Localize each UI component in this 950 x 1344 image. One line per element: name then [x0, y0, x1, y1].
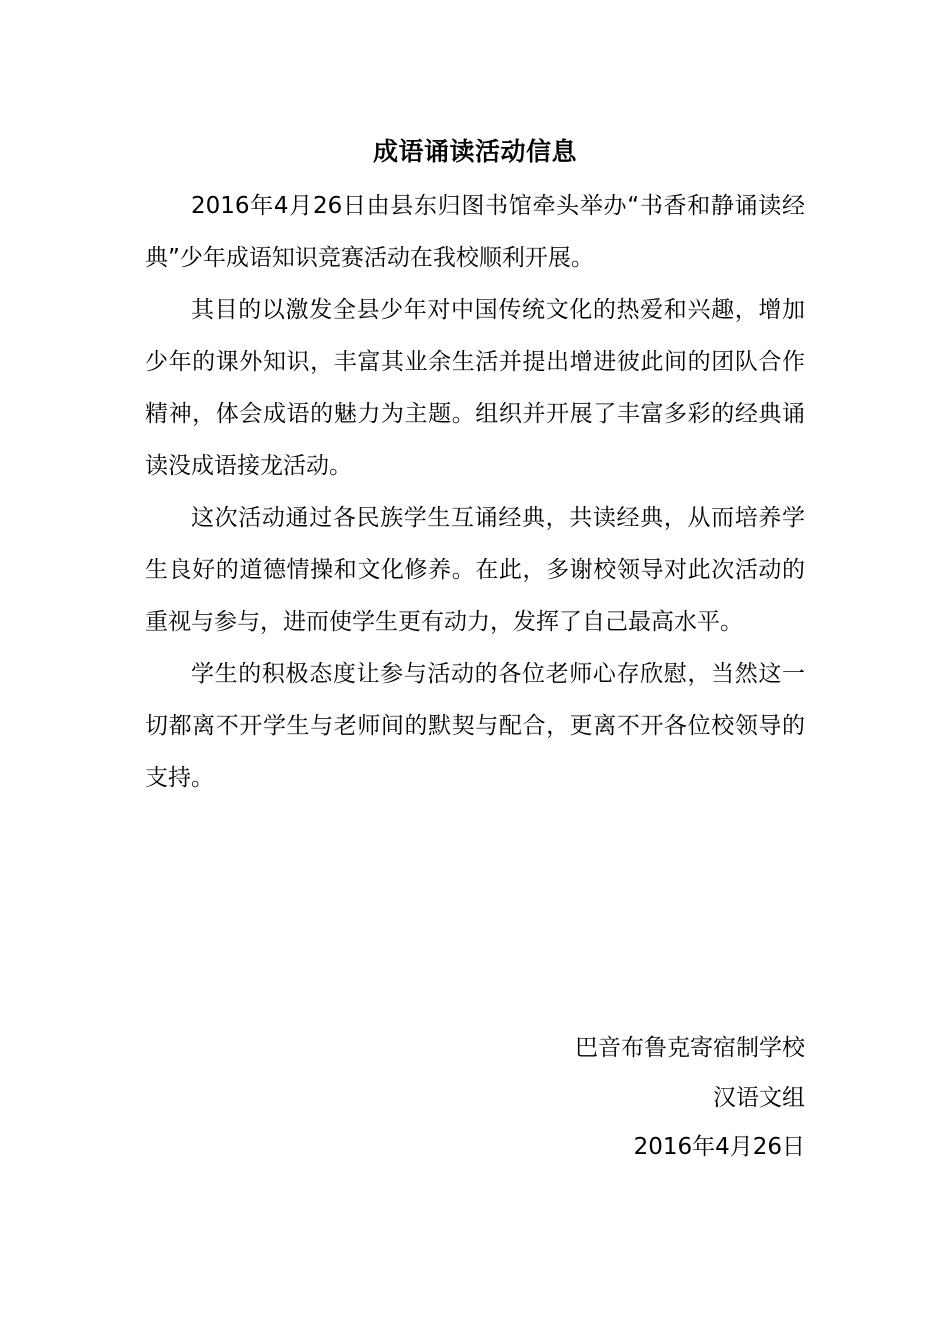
- paragraph-2: 其目的以激发全县少年对中国传统文化的热爱和兴趣，增加少年的课外知识，丰富其业余生活并提出增进彼此间的团队合作精神，体会成语的魅力为主题。组织并开展了丰富多彩的经典诵读没成语接龙活动。: [145, 297, 805, 479]
- paragraph-1: 2016年4月26日由县东归图书馆牵头举办“书香和静诵读经典”少年成语知识竞赛活动在我校顺利开展。: [145, 193, 805, 271]
- paragraph-3: 这次活动通过各民族学生互诵经典，共读经典，从而培养学生良好的道德情操和文化修养。在此，多谢校领导对此次活动的重视与参与，进而使学生更有动力，发挥了自己最高水平。: [145, 505, 805, 635]
- signature-date: 2016年4月26日: [633, 1134, 805, 1160]
- document-title: 成语诵读活动信息: [372, 137, 577, 166]
- signature-school: 巴音布鲁克寄宿制学校: [575, 1035, 805, 1061]
- signature-group: 汉语文组: [713, 1085, 805, 1111]
- paragraph-4: 学生的积极态度让参与活动的各位老师心存欣慰，当然这一切都离不开学生与老师间的默契与配合，更离不开各位校领导的支持。: [145, 661, 805, 791]
- document-body: [145, 180, 805, 804]
